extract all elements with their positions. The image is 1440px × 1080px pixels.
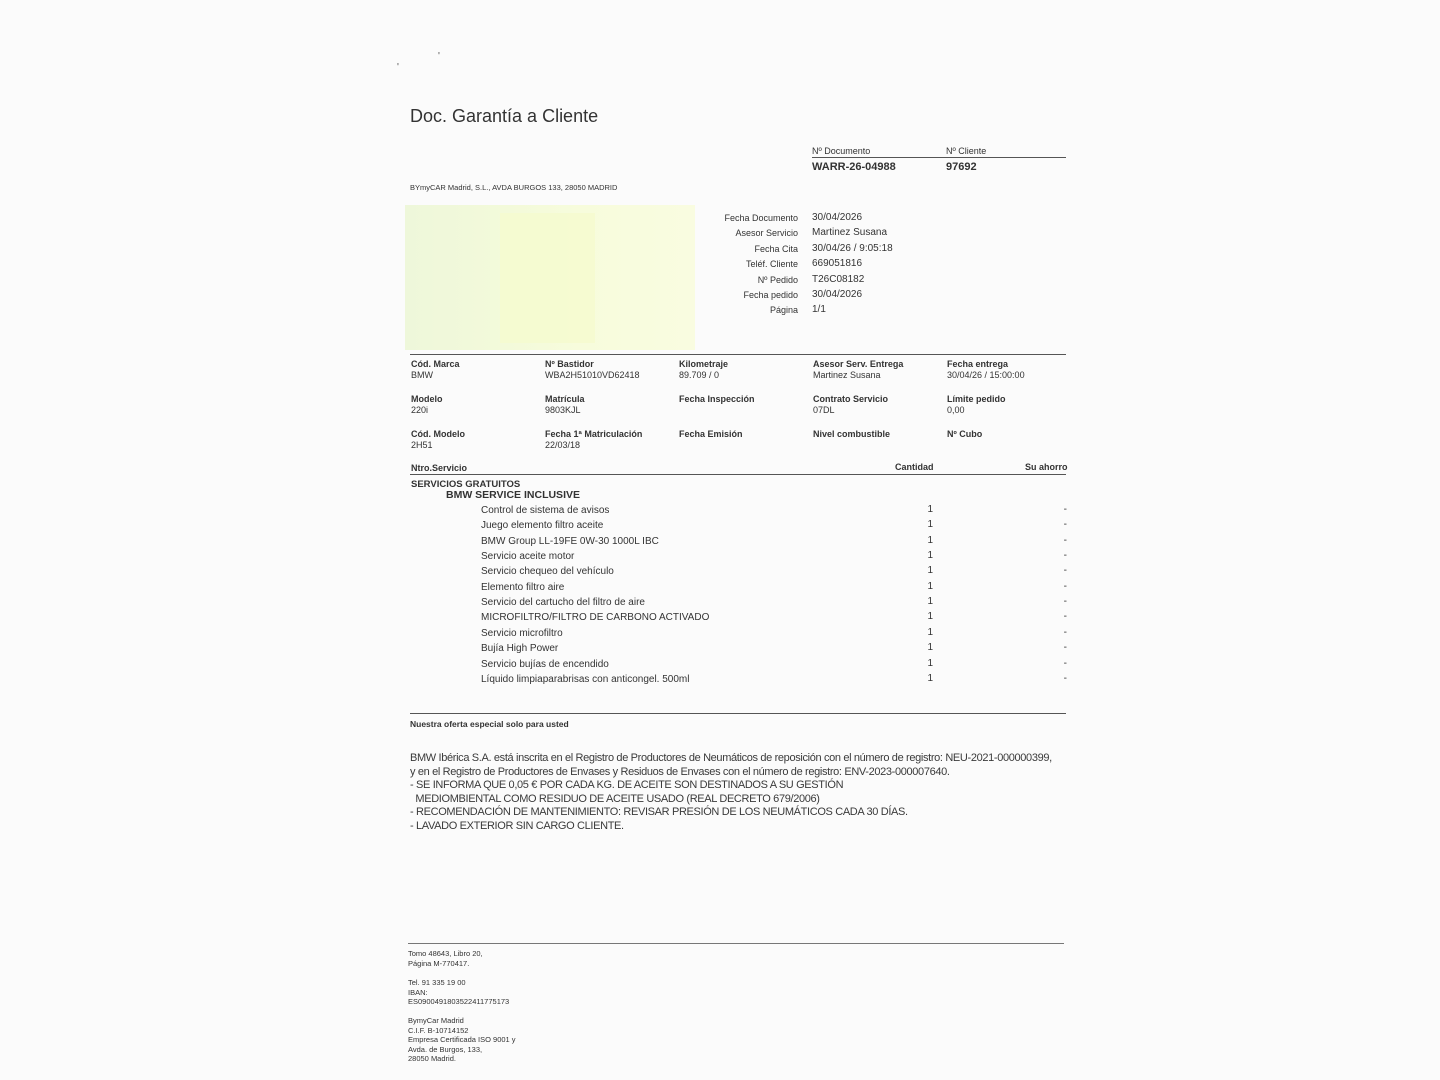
vehicle-field-label: Fecha 1ª Matriculación [545,429,643,439]
service-item-quantity: 1 [927,580,933,592]
service-item-savings: - [1063,642,1067,654]
detail-value: 1/1 [812,304,826,316]
footer-line [408,943,1064,944]
service-item-description: Líquido limpiaparabrisas con anticongel. 500ml [481,673,690,685]
vehicle-grid-top-line [410,354,1066,355]
vehicle-field-label: Asesor Serv. Entrega [813,359,904,369]
vehicle-field-value: 07DL [813,405,835,415]
service-item-quantity: 1 [927,519,933,531]
footer-line-text: IBAN: [408,987,428,997]
vehicle-field-label: Nº Bastidor [545,359,594,369]
vehicle-field-value: 0,00 [947,405,965,415]
vehicle-field-value: Martinez Susana [813,370,881,380]
footer-line-text: BymyCar Madrid [408,1016,464,1025]
special-offer-line: Nuestra oferta especial solo para usted [410,719,569,729]
footer-line-text: Página M-770417. [408,958,470,968]
detail-label: Nº Pedido [757,274,798,285]
vehicle-field-value: 9803KJL [545,405,581,415]
vehicle-field-label: Kilometraje [679,359,729,369]
vehicle-field-label: Nivel combustible [813,429,891,439]
detail-value: 30/04/26 / 9:05:18 [812,242,893,254]
service-item-quantity: 1 [927,504,933,515]
service-item-quantity: 1 [927,657,933,669]
footer-line-text: 28050 Madrid. [408,1054,456,1063]
footer-line-text: Avda. de Burgos, 133, [408,1044,483,1054]
detail-value: Martinez Susana [812,227,888,239]
redacted-address-box [405,205,695,350]
vehicle-field-value: 30/04/26 / 15:00:00 [947,370,1025,380]
company-address-line: BYmyCAR Madrid, S.L., AVDA BURGOS 133, 28050 MADRID [410,183,618,192]
service-subgroup-heading: BMW SERVICE INCLUSIVE [446,489,580,501]
service-item-description: Juego elemento filtro aceite [481,520,604,532]
vehicle-field-label: Contrato Servicio [813,394,889,404]
client-number-label: Nº Cliente [946,146,987,156]
document-title: Doc. Garantía a Cliente [410,106,599,126]
detail-label: Fecha Documento [724,213,798,223]
vehicle-field-value: 89.709 / 0 [679,370,720,380]
vehicle-field-value: 2H51 [411,440,433,450]
legal-line: - SE INFORMA QUE 0,05 € POR CADA KG. DE ACEITE SON DESTINADOS A SU GESTIÓN [410,779,844,792]
client-number-value: 97692 [946,161,977,173]
footer-line-text: Tomo 48643, Libro 20, [408,949,483,958]
footer-line-text: ES0900491803522411775173 [408,997,510,1006]
service-item-savings: - [1063,580,1067,592]
vehicle-field-label: Fecha Inspección [679,394,755,404]
service-item-savings: - [1063,519,1067,531]
vehicle-field-value: 220i [411,405,429,415]
vehicle-field-label: Fecha Emisión [679,429,743,439]
scan-mark-left: ' [397,62,399,73]
service-item-quantity: 1 [927,565,933,577]
service-item-quantity: 1 [927,642,933,654]
service-item-savings: - [1063,626,1067,638]
service-item-description: Servicio microfiltro [481,627,563,639]
column-header-quantity: Cantidad [895,462,934,472]
service-item-savings: - [1063,550,1067,562]
legal-notice [410,752,1052,834]
footer-line-text: Tel. 91 335 19 00 [408,978,466,987]
service-item-savings: - [1063,534,1067,546]
service-item-description: Servicio chequeo del vehículo [481,566,614,578]
service-item-quantity: 1 [927,626,933,638]
service-item-quantity: 1 [927,611,933,623]
legal-line: MEDIOMBIENTAL COMO RESIDUO DE ACEITE USADO (REAL DECRETO 679/2006) [410,792,820,805]
service-item-description: Servicio del cartucho del filtro de aire [481,597,645,609]
service-item-description: Servicio bujías de encendido [481,658,609,670]
footer-contact-block [408,978,509,1007]
column-header-savings: Su ahorro [1025,462,1068,472]
service-item-description: BMW Group LL-19FE 0W-30 1000L IBC [481,535,659,547]
service-item-description: MICROFILTRO/FILTRO DE CARBONO ACTIVADO [481,612,710,624]
detail-value: T26C08182 [812,273,865,285]
footer-registry-block [408,949,483,968]
service-item-savings: - [1063,596,1067,608]
service-item-savings: - [1063,565,1067,577]
redaction-highlight [500,213,595,343]
detail-value: 30/04/2026 [812,212,863,223]
service-item-description: Elemento filtro aire [481,581,565,593]
table-header-line [410,474,1066,475]
detail-label: Asesor Servicio [735,228,798,239]
service-item-quantity: 1 [927,672,933,684]
detail-label: Fecha pedido [743,290,798,300]
vehicle-field-label: Cód. Marca [411,359,460,369]
column-header-service: Ntro.Servicio [411,463,468,473]
service-item-description: Bujía High Power [481,643,559,655]
service-item-quantity: 1 [927,550,933,562]
legal-line: - RECOMENDACIÓN DE MANTENIMIENTO: REVISAR PRESIÓN DE LOS NEUMÁTICOS CADA 30 DÍAS. [410,806,908,819]
scan-mark-right: ' [438,51,440,62]
detail-label: Fecha Cita [754,243,798,254]
footer-company-block [408,1016,516,1064]
detail-value: 30/04/2026 [812,289,863,300]
detail-value: 669051816 [812,258,863,270]
legal-line: BMW Ibérica S.A. está inscrita en el Registro de Productores de Neumáticos de reposición con el número de registro: NEU-2021-000000399, [410,752,1052,764]
legal-line: - LAVADO EXTERIOR SIN CARGO CLIENTE. [410,819,624,832]
service-item-description: Control de sistema de avisos [481,505,610,516]
vehicle-field-label: Matrícula [545,394,585,404]
service-item-savings: - [1063,672,1067,684]
header-divider [812,157,1066,158]
service-item-savings: - [1063,504,1067,515]
doc-number-label: Nº Documento [812,146,871,156]
service-item-description: Servicio aceite motor [481,551,575,563]
footer-line-text: C.I.F. B-10714152 [408,1025,469,1035]
vehicle-field-value: BMW [411,370,433,380]
vehicle-field-label: Nº Cubo [947,429,983,439]
service-item-quantity: 1 [927,534,933,546]
detail-label: Página [769,305,798,316]
table-bottom-line [410,713,1066,714]
vehicle-field-label: Modelo [411,394,443,404]
legal-line: y en el Registro de Productores de Envases y Residuos de Envases con el número de registro: ENV-2023-000007640. [410,765,950,778]
service-item-savings: - [1063,657,1067,669]
doc-number-value: WARR-26-04988 [812,161,896,173]
footer-line-text: Empresa Certificada ISO 9001 y [408,1035,516,1044]
vehicle-field-label: Fecha entrega [947,359,1009,369]
detail-label: Teléf. Cliente [745,259,798,270]
service-item-quantity: 1 [927,596,933,608]
vehicle-field-label: Límite pedido [947,394,1006,404]
vehicle-field-value: WBA2H51010VD62418 [545,370,640,380]
vehicle-field-label: Cód. Modelo [411,429,465,439]
service-group-heading: SERVICIOS GRATUITOS [411,479,521,490]
service-item-savings: - [1063,611,1067,623]
vehicle-field-value: 22/03/18 [545,440,581,450]
